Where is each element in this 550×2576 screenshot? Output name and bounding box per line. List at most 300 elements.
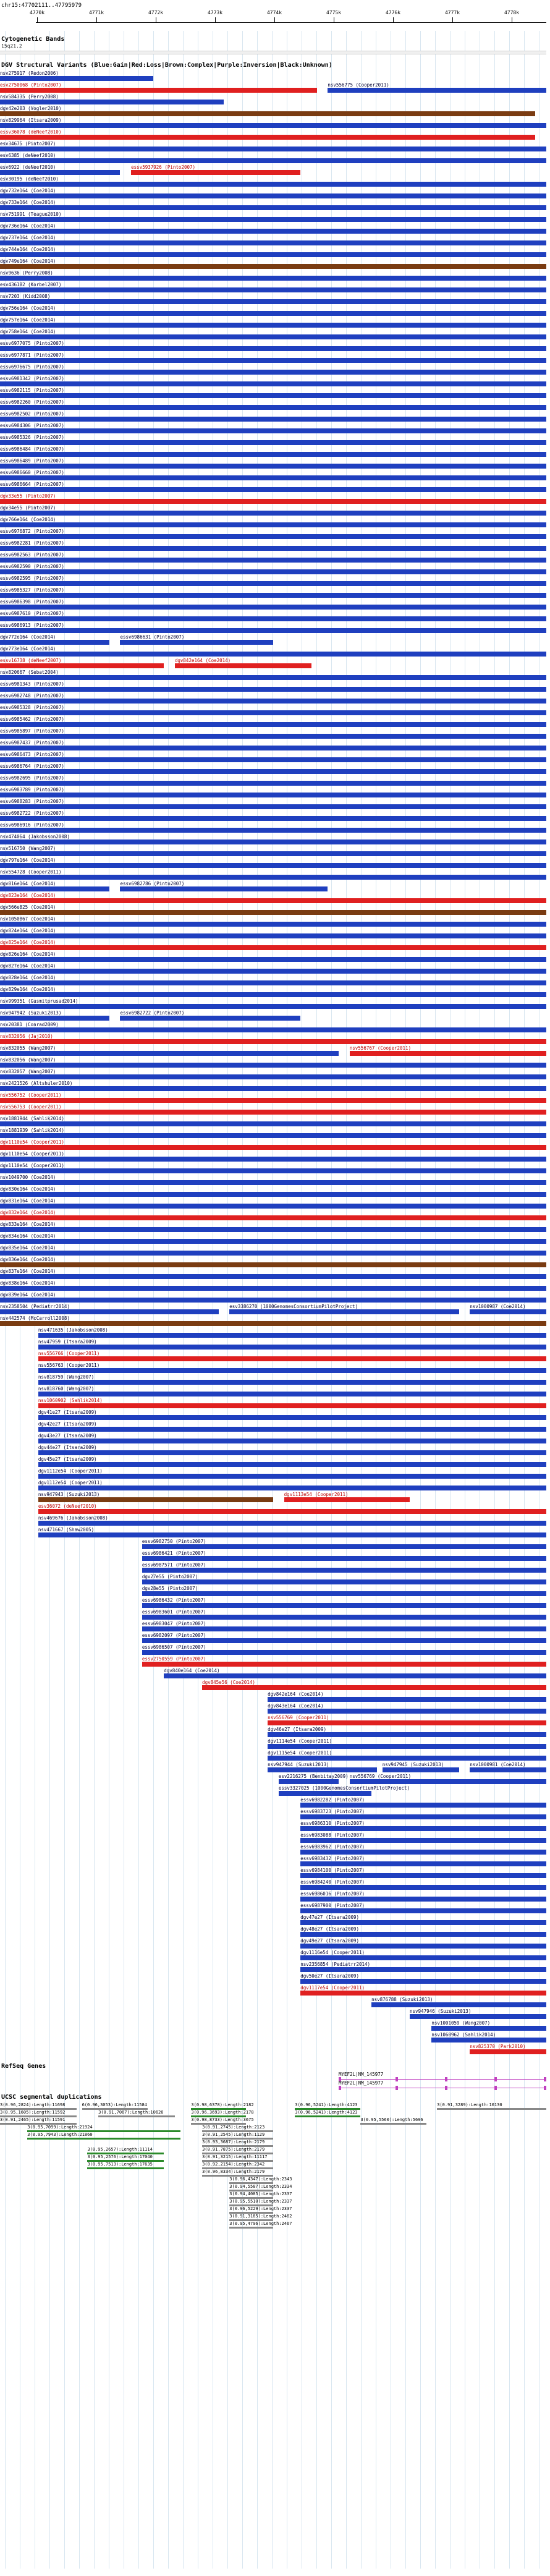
sv-feature-bar[interactable] bbox=[470, 2049, 546, 2054]
sv-feature-bar[interactable] bbox=[229, 1309, 459, 1314]
sv-label: dgv47e27 (Itsara2009) bbox=[300, 1915, 360, 1920]
sv-feature-bar[interactable] bbox=[38, 1450, 546, 1455]
sv-label: essv6986631 (Pinto2007) bbox=[120, 634, 185, 640]
sv-label: essv6986764 (Pinto2007) bbox=[0, 763, 64, 769]
sv-feature-bar[interactable] bbox=[0, 875, 546, 880]
sv-feature-bar[interactable] bbox=[0, 569, 546, 574]
sv-label: nsv947942 (Suzuki2013) bbox=[0, 1010, 62, 1016]
sv-feature-bar[interactable] bbox=[0, 323, 546, 328]
sv-feature-bar[interactable] bbox=[38, 1486, 546, 1490]
sv-feature-bar[interactable] bbox=[300, 1944, 546, 1949]
sv-feature-bar[interactable] bbox=[0, 769, 546, 774]
sv-feature-bar[interactable] bbox=[0, 464, 546, 469]
sv-feature-bar[interactable] bbox=[0, 804, 546, 809]
sv-feature-bar[interactable] bbox=[120, 886, 328, 891]
segdup-label: 3(0.96,5241):Length:4123 bbox=[295, 2102, 358, 2107]
sv-label: esv6922 (deNeef2010) bbox=[0, 164, 56, 170]
sv-label: dgv1116e54 (Cooper2011) bbox=[300, 1950, 365, 1955]
sv-feature-bar[interactable] bbox=[0, 264, 546, 269]
sv-feature-bar[interactable] bbox=[38, 1509, 546, 1514]
sv-feature-bar[interactable] bbox=[0, 710, 546, 715]
segdup-label: 3(0.96,4347):Length:2343 bbox=[229, 2177, 292, 2182]
sv-label: nsv556763 (Cooper2011) bbox=[38, 1362, 100, 1368]
segdup-label: 3(0.96,5229):Length:2337 bbox=[229, 2206, 292, 2211]
sv-feature-bar[interactable] bbox=[0, 111, 535, 116]
segdup-label: 3(0.95,7943):Length:21860 bbox=[27, 2132, 93, 2137]
sv-label: dgv27e55 (Pinto2007) bbox=[142, 1574, 198, 1579]
sv-feature-bar[interactable] bbox=[0, 346, 546, 351]
sv-feature-bar[interactable] bbox=[120, 640, 273, 645]
sv-feature-bar[interactable] bbox=[0, 299, 546, 304]
sv-feature-bar[interactable] bbox=[0, 475, 546, 480]
sv-label: dgv1110e54 (Cooper2011) bbox=[0, 1163, 64, 1168]
sv-feature-bar[interactable] bbox=[300, 1967, 546, 1972]
sv-label: dgv832e164 (Coe2014) bbox=[0, 1210, 56, 1215]
sv-feature-bar[interactable] bbox=[142, 1579, 546, 1584]
sv-feature-bar[interactable] bbox=[0, 1063, 546, 1068]
sv-feature-bar[interactable] bbox=[300, 1826, 546, 1831]
sv-label: nsv1060962 (Sahlik2014) bbox=[431, 2032, 496, 2038]
sv-feature-bar[interactable] bbox=[0, 1239, 546, 1244]
sv-feature-bar[interactable] bbox=[0, 1204, 546, 1209]
sv-label: esv30195 (deNeef2010) bbox=[0, 176, 59, 182]
sv-label: dgv1114e54 (Cooper2011) bbox=[268, 1738, 332, 1744]
sv-feature-bar[interactable] bbox=[0, 252, 546, 257]
sv-feature-bar[interactable] bbox=[300, 1932, 546, 1937]
sv-label: essv6983432 (Pinto2007) bbox=[300, 1856, 365, 1861]
sv-feature-bar[interactable] bbox=[0, 840, 546, 844]
sv-feature-bar[interactable] bbox=[120, 1016, 300, 1021]
sv-feature-bar[interactable] bbox=[0, 886, 109, 891]
sv-label: essv6977871 (Pinto2007) bbox=[0, 352, 64, 358]
dgv-track-title: DGV Structural Variants (Blue:Gain|Red:Loss|Brown:Complex|Purple:Inversion|Black:Unknown) bbox=[1, 62, 332, 69]
sv-feature-bar[interactable] bbox=[0, 334, 546, 339]
sv-label: essv6986473 (Pinto2007) bbox=[0, 752, 64, 757]
sv-feature-bar[interactable] bbox=[0, 1039, 546, 1044]
sv-feature-bar[interactable] bbox=[300, 1850, 546, 1855]
sv-feature-bar[interactable] bbox=[142, 1626, 546, 1631]
cytoband-label: 15q21.2 bbox=[1, 43, 22, 49]
segdup-bar[interactable] bbox=[295, 2115, 360, 2117]
sv-feature-bar[interactable] bbox=[350, 1779, 546, 1784]
sv-feature-bar[interactable] bbox=[142, 1638, 546, 1643]
sv-feature-bar[interactable] bbox=[0, 605, 546, 610]
sv-label: nsv275917 (Redon2006) bbox=[0, 70, 59, 76]
sv-feature-bar[interactable] bbox=[0, 863, 546, 868]
segdup-label: 3(0.95,7513):Length:17635 bbox=[87, 2162, 153, 2167]
sv-feature-bar[interactable] bbox=[142, 1568, 546, 1573]
sv-feature-bar[interactable] bbox=[300, 1803, 546, 1808]
sv-label: dgv737e164 (Coe2014) bbox=[0, 235, 56, 240]
sv-feature-bar[interactable] bbox=[300, 1979, 546, 1984]
gene-exon[interactable] bbox=[445, 2086, 447, 2090]
sv-feature-bar[interactable] bbox=[142, 1556, 546, 1561]
segdup-bar[interactable] bbox=[87, 2167, 164, 2169]
sv-feature-bar[interactable] bbox=[0, 499, 546, 504]
sv-feature-bar[interactable] bbox=[0, 381, 546, 386]
refseq-track-title: RefSeq Genes bbox=[1, 2063, 46, 2070]
sv-feature-bar[interactable] bbox=[300, 1908, 546, 1913]
sv-feature-bar[interactable] bbox=[38, 1462, 546, 1467]
segdup-label: 3(0.95,1605):Length:11592 bbox=[0, 2110, 66, 2115]
ruler-tick bbox=[215, 17, 216, 22]
sv-feature-bar[interactable] bbox=[300, 1838, 546, 1843]
segdup-label: 3(0.92,2154):Length:2342 bbox=[202, 2162, 265, 2167]
sv-feature-bar[interactable] bbox=[38, 1380, 546, 1385]
sv-label: essv6981342 (Pinto2007) bbox=[0, 376, 64, 381]
sv-feature-bar[interactable] bbox=[300, 1955, 546, 1960]
sv-feature-bar[interactable] bbox=[0, 1321, 546, 1326]
sv-feature-bar[interactable] bbox=[142, 1544, 546, 1549]
sv-label: nsv825370 (Park2010) bbox=[470, 2044, 526, 2049]
sv-feature-bar[interactable] bbox=[142, 1603, 546, 1608]
sv-feature-bar[interactable] bbox=[0, 851, 546, 856]
sv-feature-bar[interactable] bbox=[0, 1145, 546, 1150]
sv-feature-bar[interactable] bbox=[0, 699, 546, 704]
sv-feature-bar[interactable] bbox=[0, 558, 546, 563]
sv-feature-bar[interactable] bbox=[0, 1298, 546, 1303]
sv-feature-bar[interactable] bbox=[0, 240, 546, 245]
gene-exon[interactable] bbox=[396, 2077, 398, 2081]
sv-feature-bar[interactable] bbox=[0, 193, 546, 198]
gene-exon[interactable] bbox=[544, 2077, 546, 2081]
sv-feature-bar[interactable] bbox=[0, 1274, 546, 1279]
sv-feature-bar[interactable] bbox=[0, 511, 546, 516]
sv-feature-bar[interactable] bbox=[38, 1356, 546, 1361]
sv-label: dgv34e55 (Pinto2007) bbox=[0, 505, 56, 511]
sv-feature-bar[interactable] bbox=[0, 933, 546, 938]
sv-feature-bar[interactable] bbox=[38, 1403, 546, 1408]
sv-label: nsv471635 (Jakobsson2008) bbox=[38, 1327, 108, 1333]
sv-feature-bar[interactable] bbox=[0, 969, 546, 974]
sv-label: essv6976872 (Pinto2007) bbox=[0, 529, 64, 534]
sv-feature-bar[interactable] bbox=[38, 1521, 546, 1526]
sv-feature-bar[interactable] bbox=[38, 1439, 546, 1443]
sv-feature-bar[interactable] bbox=[0, 1227, 546, 1232]
sv-label: essv6983601 (Pinto2007) bbox=[142, 1609, 206, 1615]
sv-feature-bar[interactable] bbox=[0, 898, 546, 903]
segdup-label: 3(0.96,8334):Length:2179 bbox=[202, 2169, 265, 2174]
sv-feature-bar[interactable] bbox=[0, 910, 546, 915]
sv-label: nsv474064 (Jakobsson2008) bbox=[0, 834, 70, 840]
sv-label: dgv772e164 (Coe2014) bbox=[0, 634, 56, 640]
sv-feature-bar[interactable] bbox=[0, 640, 109, 645]
gene-exon[interactable] bbox=[396, 2086, 398, 2090]
sv-label: essv6983789 (Pinto2007) bbox=[0, 787, 64, 793]
sv-label: esv3386270 (1000GenomesConsortiumPilotProject) bbox=[229, 1304, 358, 1309]
sv-feature-bar[interactable] bbox=[38, 1392, 546, 1396]
sv-feature-bar[interactable] bbox=[0, 417, 546, 422]
sv-feature-bar[interactable] bbox=[0, 428, 546, 433]
sv-feature-bar[interactable] bbox=[38, 1427, 546, 1432]
sv-feature-bar[interactable] bbox=[142, 1650, 546, 1655]
sv-feature-bar[interactable] bbox=[300, 1897, 546, 1902]
sv-feature-bar[interactable] bbox=[279, 1791, 371, 1796]
ruler-axis bbox=[36, 22, 546, 23]
sv-label: dgv33e55 (Pinto2007) bbox=[0, 493, 56, 499]
sv-feature-bar[interactable] bbox=[0, 393, 546, 398]
sv-label: nsv1881939 (Sahlik2014) bbox=[0, 1128, 64, 1133]
sv-label: dgv826e164 (Coe2014) bbox=[0, 951, 56, 957]
sv-feature-bar[interactable] bbox=[175, 663, 311, 668]
sv-label: nsv947944 (Suzuki2013) bbox=[268, 1762, 329, 1767]
sv-feature-bar[interactable] bbox=[268, 1744, 546, 1749]
sv-feature-bar[interactable] bbox=[38, 1368, 546, 1373]
sv-feature-bar[interactable] bbox=[0, 663, 164, 668]
sv-feature-bar[interactable] bbox=[300, 1991, 546, 1996]
sv-feature-bar[interactable] bbox=[0, 1110, 546, 1115]
sv-feature-bar[interactable] bbox=[0, 405, 546, 410]
segdup-label: 3(0.95,7099):Length:21924 bbox=[27, 2125, 93, 2130]
sv-label: nsv2421526 (Altshuler2010) bbox=[0, 1081, 73, 1086]
sv-feature-bar[interactable] bbox=[268, 1709, 546, 1714]
sv-feature-bar[interactable] bbox=[0, 452, 546, 457]
sv-feature-bar[interactable] bbox=[0, 88, 317, 93]
sv-feature-bar[interactable] bbox=[142, 1615, 546, 1620]
gene-intron-line[interactable] bbox=[339, 2079, 546, 2080]
sv-feature-bar[interactable] bbox=[0, 1262, 546, 1267]
sv-label: dgv41e27 (Itsara2009) bbox=[38, 1409, 97, 1415]
sv-feature-bar[interactable] bbox=[0, 522, 546, 527]
gene-exon[interactable] bbox=[445, 2077, 447, 2081]
sv-label: dgv842e164 (Coe2014) bbox=[268, 1691, 324, 1697]
ruler-tick-label: 4777k bbox=[444, 10, 460, 15]
sv-feature-bar[interactable] bbox=[0, 992, 546, 997]
sv-feature-bar[interactable] bbox=[0, 828, 546, 833]
sv-feature-bar[interactable] bbox=[470, 1767, 546, 1772]
sv-feature-bar[interactable] bbox=[0, 182, 546, 187]
sv-feature-bar[interactable] bbox=[350, 1051, 546, 1056]
sv-feature-bar[interactable] bbox=[0, 722, 546, 727]
sv-feature-bar[interactable] bbox=[0, 229, 546, 234]
sv-label: essv6984100 (Pinto2007) bbox=[300, 1868, 365, 1873]
sv-feature-bar[interactable] bbox=[0, 793, 546, 797]
ruler-tick bbox=[393, 17, 394, 22]
sv-feature-bar[interactable] bbox=[0, 100, 224, 104]
gene-label: MYEF2L|NM_145977 bbox=[339, 2072, 384, 2077]
sv-label: dgv839e164 (Coe2014) bbox=[0, 1292, 56, 1298]
sv-label: essv6982282 (Pinto2007) bbox=[300, 1797, 365, 1803]
sv-feature-bar[interactable] bbox=[0, 205, 546, 210]
sv-label: essv3327025 (1000GenomesConsortiumPilotProject) bbox=[278, 1785, 410, 1791]
sv-label: dgv749e164 (Coe2014) bbox=[0, 258, 56, 264]
sv-feature-bar[interactable] bbox=[0, 734, 546, 739]
sv-feature-bar[interactable] bbox=[0, 816, 546, 821]
sv-feature-bar[interactable] bbox=[0, 652, 546, 657]
sv-feature-bar[interactable] bbox=[0, 1004, 546, 1009]
sv-feature-bar[interactable] bbox=[142, 1591, 546, 1596]
ruler-tick bbox=[452, 17, 453, 22]
segdup-bar[interactable] bbox=[98, 2115, 175, 2117]
sv-feature-bar[interactable] bbox=[0, 370, 546, 375]
cytoband-bar bbox=[0, 51, 546, 54]
sv-feature-bar[interactable] bbox=[38, 1415, 546, 1420]
sv-feature-bar[interactable] bbox=[300, 1814, 546, 1819]
segdup-label: 3(0.95,2576):Length:17040 bbox=[87, 2154, 153, 2159]
sv-feature-bar[interactable] bbox=[268, 1720, 546, 1725]
sv-feature-bar[interactable] bbox=[38, 1333, 546, 1338]
sv-feature-bar[interactable] bbox=[0, 276, 546, 281]
sv-feature-bar[interactable] bbox=[0, 358, 546, 363]
sv-feature-bar[interactable] bbox=[300, 1861, 546, 1866]
sv-feature-bar[interactable] bbox=[0, 781, 546, 786]
segdup-track-title: UCSC segmental duplications bbox=[1, 2094, 102, 2101]
sv-feature-bar[interactable] bbox=[0, 1016, 109, 1021]
sv-label: nsv9636 (Perry2008) bbox=[0, 270, 53, 276]
sv-feature-bar[interactable] bbox=[0, 311, 546, 316]
sv-label: essv6982695 (Pinto2007) bbox=[0, 775, 64, 781]
sv-label: dgv838e164 (Coe2014) bbox=[0, 1280, 56, 1286]
sv-feature-bar[interactable] bbox=[470, 1309, 546, 1314]
segdup-bar[interactable] bbox=[229, 2227, 273, 2229]
sv-label: dgv831e164 (Coe2014) bbox=[0, 1198, 56, 1204]
sv-label: essv6984240 (Pinto2007) bbox=[300, 1879, 365, 1885]
sv-feature-bar[interactable] bbox=[284, 1497, 410, 1502]
segdup-label: 3(0.91,7067):Length:10626 bbox=[98, 2110, 164, 2115]
sv-feature-bar[interactable] bbox=[300, 1873, 546, 1878]
sv-feature-bar[interactable] bbox=[0, 1157, 546, 1162]
sv-feature-bar[interactable] bbox=[0, 746, 546, 750]
sv-feature-bar[interactable] bbox=[164, 1673, 546, 1678]
sv-label: essv6982563 (Pinto2007) bbox=[0, 552, 64, 558]
gene-exon[interactable] bbox=[494, 2086, 497, 2090]
sv-feature-bar[interactable] bbox=[38, 1345, 546, 1350]
sv-feature-bar[interactable] bbox=[0, 440, 546, 445]
sv-feature-bar[interactable] bbox=[0, 76, 153, 81]
sv-label: essv6983047 (Pinto2007) bbox=[142, 1621, 206, 1626]
sv-label: dgv834e164 (Coe2014) bbox=[0, 1233, 56, 1239]
sv-feature-bar[interactable] bbox=[0, 1309, 219, 1314]
sv-feature-bar[interactable] bbox=[300, 1920, 546, 1925]
sv-label: dgv843e164 (Coe2014) bbox=[268, 1703, 324, 1709]
sv-feature-bar[interactable] bbox=[0, 616, 546, 621]
sv-feature-bar[interactable] bbox=[431, 2026, 546, 2031]
sv-feature-bar[interactable] bbox=[0, 1133, 546, 1138]
sv-feature-bar[interactable] bbox=[0, 980, 546, 985]
sv-label: nsv1001059 (Wang2007) bbox=[431, 2020, 491, 2026]
sv-feature-bar[interactable] bbox=[0, 158, 546, 163]
sv-feature-bar[interactable] bbox=[300, 1885, 546, 1890]
sv-feature-bar[interactable] bbox=[0, 287, 546, 292]
sv-feature-bar[interactable] bbox=[0, 1215, 546, 1220]
sv-feature-bar[interactable] bbox=[38, 1532, 546, 1537]
segdup-bar[interactable] bbox=[437, 2108, 546, 2110]
sv-label: dgv1110e54 (Cooper2011) bbox=[0, 1139, 64, 1145]
ruler-tick-label: 4774k bbox=[266, 10, 282, 15]
sv-label: essv6986913 (Pinto2007) bbox=[0, 623, 64, 628]
sv-feature-bar[interactable] bbox=[279, 1779, 339, 1784]
segdup-bar[interactable] bbox=[360, 2123, 426, 2125]
gene-exon[interactable] bbox=[494, 2077, 497, 2081]
sv-feature-bar[interactable] bbox=[268, 1756, 546, 1761]
sv-label: nsv1000981 (Coe2014) bbox=[470, 1762, 526, 1767]
sv-label: dgv733e164 (Coe2014) bbox=[0, 200, 56, 205]
sv-label: essv6988283 (Pinto2007) bbox=[0, 799, 64, 804]
sv-feature-bar[interactable] bbox=[0, 1051, 339, 1056]
sv-feature-bar[interactable] bbox=[410, 2014, 546, 2019]
sv-label: dgv1112e54 (Cooper2011) bbox=[38, 1468, 103, 1474]
sv-label: nsv999351 (Gusmitprusad2014) bbox=[0, 998, 78, 1004]
segdup-label: 3(0.91,2545):Length:1129 bbox=[202, 2132, 265, 2137]
sv-feature-bar[interactable] bbox=[0, 170, 120, 175]
sv-feature-bar[interactable] bbox=[0, 757, 546, 762]
sv-feature-bar[interactable] bbox=[0, 217, 546, 222]
sv-label: esv436182 (Korbel2007) bbox=[0, 282, 62, 287]
ruler-tick-label: 4776k bbox=[385, 10, 401, 15]
sv-label: nsv556752 (Cooper2011) bbox=[0, 1092, 62, 1098]
sv-feature-bar[interactable] bbox=[0, 1086, 546, 1091]
sv-feature-bar[interactable] bbox=[0, 123, 546, 128]
segdup-bar[interactable] bbox=[27, 2138, 180, 2140]
sv-feature-bar[interactable] bbox=[0, 922, 546, 927]
sv-label: dgv732e164 (Coe2014) bbox=[0, 188, 56, 193]
sv-feature-bar[interactable] bbox=[0, 628, 546, 633]
sv-feature-bar[interactable] bbox=[0, 546, 546, 551]
sv-label: nsv832057 (Wang2007) bbox=[0, 1069, 56, 1074]
sv-feature-bar[interactable] bbox=[268, 1697, 546, 1702]
sv-label: nsv556753 (Cooper2011) bbox=[0, 1104, 62, 1110]
sv-label: dgv827e164 (Coe2014) bbox=[0, 963, 56, 969]
sv-label: nsv1049700 (Coe2014) bbox=[0, 1175, 56, 1180]
sv-label: nsv947943 (Suzuki2013) bbox=[38, 1492, 100, 1497]
sv-feature-bar[interactable] bbox=[0, 135, 535, 140]
sv-feature-bar[interactable] bbox=[268, 1767, 377, 1772]
locus-label: chr15:47702111..47795979 bbox=[1, 2, 82, 9]
sv-feature-bar[interactable] bbox=[0, 147, 546, 151]
sv-label: nsv556775 (Cooper2011) bbox=[328, 82, 389, 88]
sv-feature-bar[interactable] bbox=[0, 1121, 546, 1126]
sv-feature-bar[interactable] bbox=[0, 1251, 546, 1256]
sv-feature-bar[interactable] bbox=[38, 1497, 273, 1502]
sv-feature-bar[interactable] bbox=[0, 1027, 546, 1032]
sv-feature-bar[interactable] bbox=[0, 581, 546, 586]
sv-label: dgv766e164 (Coe2014) bbox=[0, 517, 56, 522]
sv-feature-bar[interactable] bbox=[268, 1732, 546, 1737]
segdup-label: 3(0.96,3693):Length:2178 bbox=[191, 2110, 254, 2115]
segdup-label: 3(0.94,4085):Length:2337 bbox=[229, 2191, 292, 2196]
sv-feature-bar[interactable] bbox=[131, 170, 300, 175]
sv-feature-bar[interactable] bbox=[0, 1168, 546, 1173]
gene-exon[interactable] bbox=[544, 2086, 546, 2090]
sv-feature-bar[interactable] bbox=[0, 593, 546, 598]
sv-label: essv6986398 (Pinto2007) bbox=[0, 599, 64, 605]
sv-feature-bar[interactable] bbox=[0, 487, 546, 492]
sv-feature-bar[interactable] bbox=[0, 687, 546, 692]
sv-feature-bar[interactable] bbox=[0, 1192, 546, 1197]
sv-feature-bar[interactable] bbox=[202, 1685, 546, 1690]
sv-feature-bar[interactable] bbox=[0, 1074, 546, 1079]
sv-label: essv6986432 (Pinto2007) bbox=[142, 1597, 206, 1603]
sv-feature-bar[interactable] bbox=[0, 1098, 546, 1103]
sv-feature-bar[interactable] bbox=[383, 1767, 459, 1772]
sv-label: essv6986660 (Pinto2007) bbox=[0, 470, 64, 475]
sv-feature-bar[interactable] bbox=[0, 675, 546, 680]
sv-label: dgv829e164 (Coe2014) bbox=[0, 987, 56, 992]
segdup-label: 3(0.96,5241):Length:4123 bbox=[295, 2110, 358, 2115]
gene-exon[interactable] bbox=[339, 2086, 341, 2090]
sv-feature-bar[interactable] bbox=[0, 534, 546, 539]
sv-feature-bar[interactable] bbox=[0, 945, 546, 950]
sv-feature-bar[interactable] bbox=[431, 2038, 546, 2043]
sv-feature-bar[interactable] bbox=[38, 1474, 546, 1479]
sv-feature-bar[interactable] bbox=[142, 1662, 546, 1667]
sv-feature-bar[interactable] bbox=[0, 957, 546, 962]
sv-feature-bar[interactable] bbox=[0, 1286, 546, 1291]
sv-label: dgv736e164 (Coe2014) bbox=[0, 223, 56, 229]
sv-feature-bar[interactable] bbox=[0, 1180, 546, 1185]
sv-feature-bar[interactable] bbox=[328, 88, 546, 93]
sv-feature-bar[interactable] bbox=[371, 2002, 546, 2007]
